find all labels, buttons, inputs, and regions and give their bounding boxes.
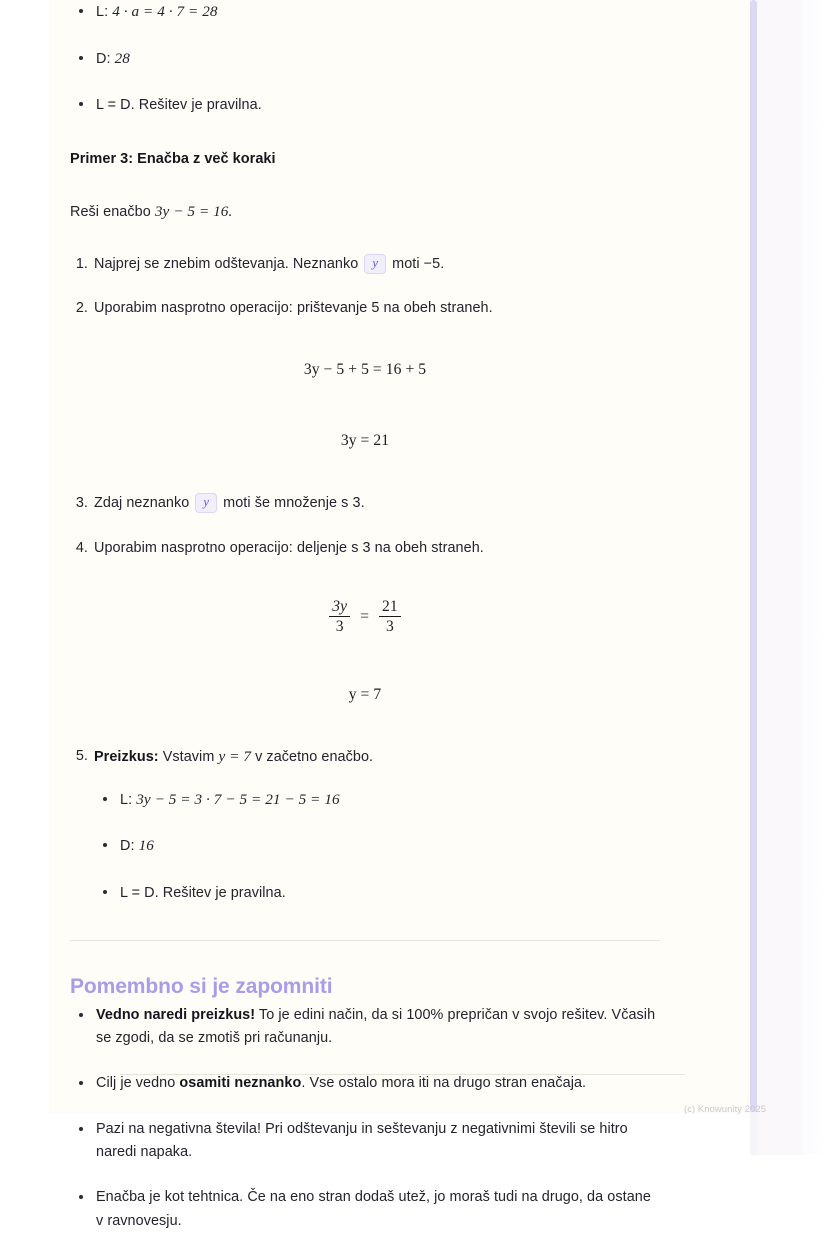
- check-line-math: 4 · a = 4 · 7 = 28: [112, 3, 218, 20]
- check-line-math: 28: [114, 49, 130, 67]
- check-line-prefix: D:: [96, 50, 115, 67]
- list-item: [70, 1118, 660, 1165]
- list-item: [70, 1004, 660, 1051]
- list-item: [70, 745, 660, 906]
- list-item: [70, 253, 660, 276]
- key-points-list: [70, 1004, 660, 1233]
- example-3-steps-part1: [70, 253, 660, 321]
- check-line-math: 16: [138, 837, 154, 855]
- fraction-left-denominator: 3: [335, 618, 344, 636]
- check-line-math: 3y − 5 = 3 · 7 − 5 = 21 − 5 = 16: [136, 790, 340, 808]
- check-line-prefix: D:: [120, 838, 139, 855]
- variable-chip: y: [364, 254, 386, 274]
- example-3-intro: [70, 200, 660, 225]
- equation-block-2: [70, 428, 660, 453]
- list-marker: 5.: [75, 748, 88, 765]
- page-content: [70, 0, 660, 1233]
- check-line-prefix: L = D. Rešitev je pravilna.: [120, 885, 286, 902]
- check-line-prefix: L:: [96, 4, 113, 20]
- step-text-after: moti −5.: [392, 255, 445, 272]
- step-text-before: Najprej se znebim odštevanja. Neznanko: [94, 255, 359, 272]
- key-point-lead: Cilj je vedno: [96, 1075, 180, 1092]
- fraction-right-numerator: 21: [382, 597, 398, 615]
- fraction-right: [379, 598, 401, 636]
- equation-3-fraction: [325, 598, 405, 636]
- list-item: [94, 788, 660, 813]
- intro-equation: 3y − 5 = 16.: [154, 203, 233, 221]
- step-text-after: moti še množenje s 3.: [223, 495, 365, 512]
- check-label: Preizkus:: [94, 749, 159, 766]
- key-point-text: To je edini način, da si 100% prepričan v svojo rešitev. Včasih se zgodi, da se zmotiš pri računanju.: [96, 1006, 656, 1047]
- check-line-prefix: L:: [120, 791, 137, 808]
- fraction-right-denominator: 3: [385, 618, 394, 636]
- list-item: [70, 1186, 660, 1233]
- key-point-text: . Vse ostalo mora iti na drugo stran enačaja.: [301, 1075, 587, 1092]
- key-point-bold: Vedno naredi preizkus!: [96, 1006, 256, 1023]
- check-text-tail: v začetno enačbo.: [251, 749, 374, 766]
- document-page: [50, 0, 750, 1229]
- check-math: y = 7: [218, 748, 252, 766]
- list-item: [70, 0, 660, 25]
- check-line-prefix: L = D. Rešitev je pravilna.: [96, 97, 262, 114]
- key-point-text: Enačba je kot tehtnica. Če na eno stran dodaš utež, jo moraš tudi na drugo, da ostane v ravnovesju.: [96, 1189, 651, 1229]
- footer-divider: [120, 1074, 685, 1075]
- list-item: [70, 537, 660, 560]
- list-item: [70, 492, 660, 515]
- fraction-left-numerator: 3y: [332, 597, 348, 615]
- key-point-bold: osamiti neznanko: [179, 1075, 302, 1092]
- list-marker: 3.: [75, 495, 88, 512]
- step-text-before: Uporabim nasprotno operacijo: prištevanje 5 na obeh straneh.: [94, 300, 493, 317]
- list-item: [70, 47, 660, 72]
- intro-text: Reši enačbo: [70, 204, 155, 221]
- check-text: Vstavim: [158, 749, 219, 766]
- copyright-watermark: (c) Knowunity 2025: [684, 1103, 767, 1114]
- step-text-before: Uporabim nasprotno operacijo: deljenje s 3 na obeh straneh.: [94, 539, 484, 556]
- list-marker: 1.: [75, 255, 88, 272]
- right-rail-fade: [802, 0, 828, 1155]
- key-points-heading: Pomembno si je zapomniti: [70, 974, 333, 998]
- list-item: [70, 297, 660, 320]
- equation-4: y = 7: [348, 685, 382, 703]
- equals-sign: =: [360, 608, 369, 626]
- list-item: [94, 881, 660, 906]
- equation-block-4: [70, 682, 660, 707]
- list-marker: 2.: [75, 300, 88, 317]
- example-3-steps-part2: [70, 492, 660, 560]
- equation-2: 3y = 21: [340, 431, 390, 449]
- fraction-left: [329, 598, 350, 636]
- vertical-scrollbar-thumb[interactable]: [750, 0, 757, 1112]
- example-3-check-step: [70, 745, 660, 906]
- equation-block-3: [70, 596, 660, 636]
- list-item: [70, 93, 660, 118]
- key-point-text: Pazi na negativna števila! Pri odštevanju in seštevanju z negativnimi števili se hitro naredi napaka.: [96, 1120, 628, 1161]
- list-marker: 4.: [75, 539, 88, 556]
- right-rail: [757, 0, 802, 1155]
- equation-block-1: [70, 357, 660, 382]
- previous-example-check-list: [70, 0, 660, 118]
- step-text-before: Zdaj neznanko: [94, 495, 190, 512]
- equation-1: 3y − 5 + 5 = 16 + 5: [303, 360, 427, 378]
- example-3-check-list: [94, 788, 660, 906]
- example-3-heading: Primer 3: Enačba z več koraki: [70, 150, 276, 167]
- section-divider: [70, 940, 660, 941]
- list-item: [94, 834, 660, 859]
- variable-chip: y: [195, 493, 217, 513]
- list-item: [70, 1072, 660, 1095]
